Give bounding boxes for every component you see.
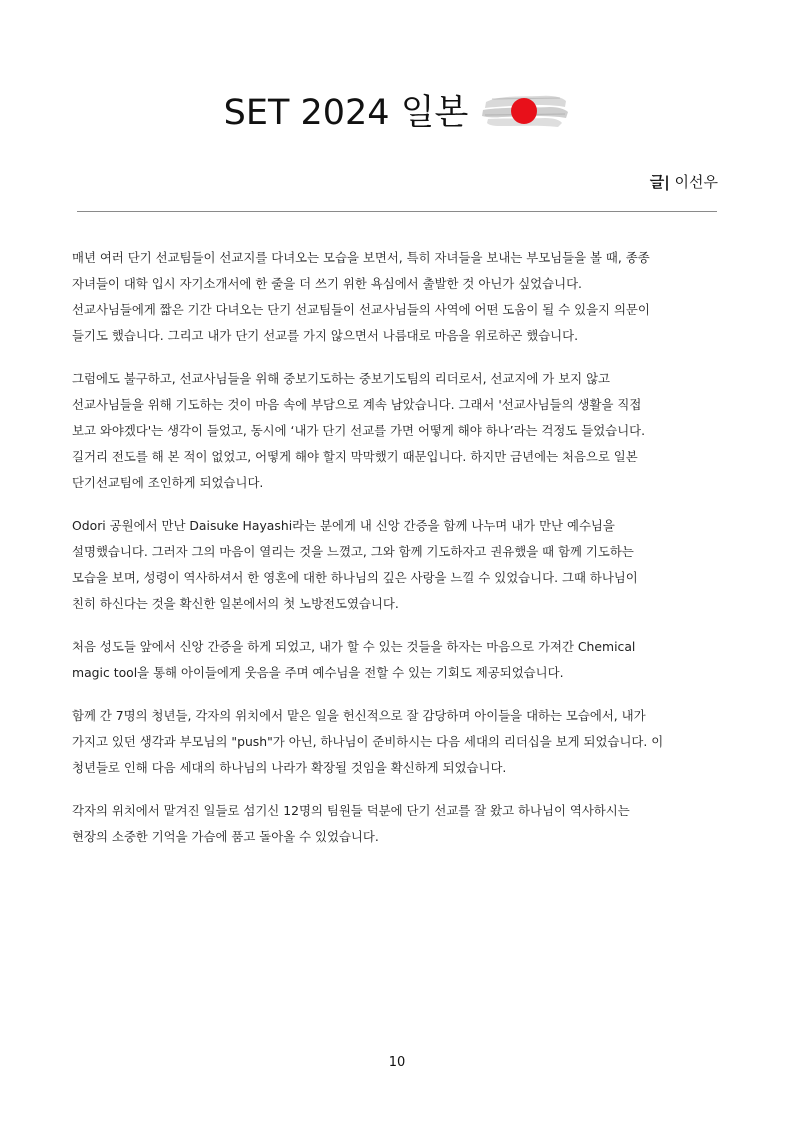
body-paragraph [72,245,734,349]
flag-red-circle [511,98,537,124]
paragraph-line: 친히 하신다는 것을 확신한 일본에서의 첫 노방전도였습니다. [72,596,399,611]
page-number: 10 [388,1055,406,1070]
paragraph-line: 자녀들이 대학 입시 자기소개서에 한 줄을 더 쓰기 위한 욕심에서 출발한 것 아닌가 싶었습니다. [72,276,582,291]
author-name: 이선우 [674,173,718,191]
title-divider [77,211,717,212]
paragraph-line: 청년들로 인해 다음 세대의 하나님의 나라가 확장될 것임을 확신하게 되었습니다. [72,760,507,775]
author-label: 글| [649,173,670,191]
author-line [650,171,718,192]
paragraph-line: 처음 성도들 앞에서 신앙 간증을 하게 되었고, 내가 할 수 있는 것들을 하자는 마음으로 가져간 Chemical [72,639,636,654]
paragraph-line: 길거리 전도를 해 본 적이 없었고, 어떻게 해야 할지 막막했기 때문입니다. 하지만 금년에는 처음으로 일본 [72,449,638,464]
paragraph-line: 현장의 소중한 기억을 가슴에 품고 돌아올 수 있었습니다. [72,829,379,844]
paragraph-line: 모습을 보며, 성령이 역사하셔서 한 영혼에 대한 하나님의 깊은 사랑을 느낄 수 있었습니다. 그때 하나님이 [72,570,638,585]
paragraph-line: 설명했습니다. 그러자 그의 마음이 열리는 것을 느꼈고, 그와 함께 기도하자고 권유했을 때 함께 기도하는 [72,544,634,559]
paragraph-line: magic tool을 통해 아이들에게 웃음을 주며 예수님을 전할 수 있는 기회도 제공되었습니다. [72,665,564,680]
body-paragraph [72,366,734,496]
body-paragraph [72,798,734,850]
paragraph-line: 각자의 위치에서 맡겨진 일들로 섬기신 12명의 팀원들 덕분에 단기 선교를 잘 왔고 하나님이 역사하시는 [72,803,630,818]
paragraph-line: Odori 공원에서 만난 Daisuke Hayashi라는 분에게 내 신앙 간증을 함께 나누며 내가 만난 예수님을 [72,518,615,533]
body-paragraph [72,703,734,781]
article-body [72,245,734,867]
paragraph-line: 매년 여러 단기 선교팀들이 선교지를 다녀오는 모습을 보면서, 특히 자녀들을 보내는 부모님들을 볼 때, 종종 [72,250,650,265]
paragraph-line: 그럼에도 불구하고, 선교사님들을 위해 중보기도하는 중보기도팀의 리더로서, 선교지에 가 보지 않고 [72,371,611,386]
paragraph-line: 단기선교팀에 조인하게 되었습니다. [72,475,264,490]
japan-flag-icon [480,85,570,135]
paragraph-line: 보고 와야겠다'는 생각이 들었고, 동시에 ‘내가 단기 선교를 가면 어떻게 해야 하나’라는 걱정도 들었습니다. [72,423,646,438]
body-paragraph [72,634,734,686]
body-paragraph [72,513,734,617]
title-row [0,82,794,138]
paragraph-line: 가지고 있던 생각과 부모님의 "push"가 아닌, 하나님이 준비하시는 다음 세대의 리더십을 보게 되었습니다. 이 [72,734,664,749]
paragraph-line: 선교사님들을 위해 기도하는 것이 마음 속에 부담으로 계속 남았습니다. 그래서 '선교사님들의 생활을 직접 [72,397,642,412]
paragraph-line: 들기도 했습니다. 그리고 내가 단기 선교를 가지 않으면서 나름대로 마음을 위로하곤 했습니다. [72,328,579,343]
paragraph-line: 선교사님들에게 짧은 기간 다녀오는 단기 선교팀들이 선교사님들의 사역에 어떤 도움이 될 수 있을지 의문이 [72,302,650,317]
page-title: SET 2024 일본 [223,93,469,133]
paragraph-line: 함께 간 7명의 청년들, 각자의 위치에서 맡은 일을 헌신적으로 잘 감당하며 아이들을 대하는 모습에서, 내가 [72,708,646,723]
